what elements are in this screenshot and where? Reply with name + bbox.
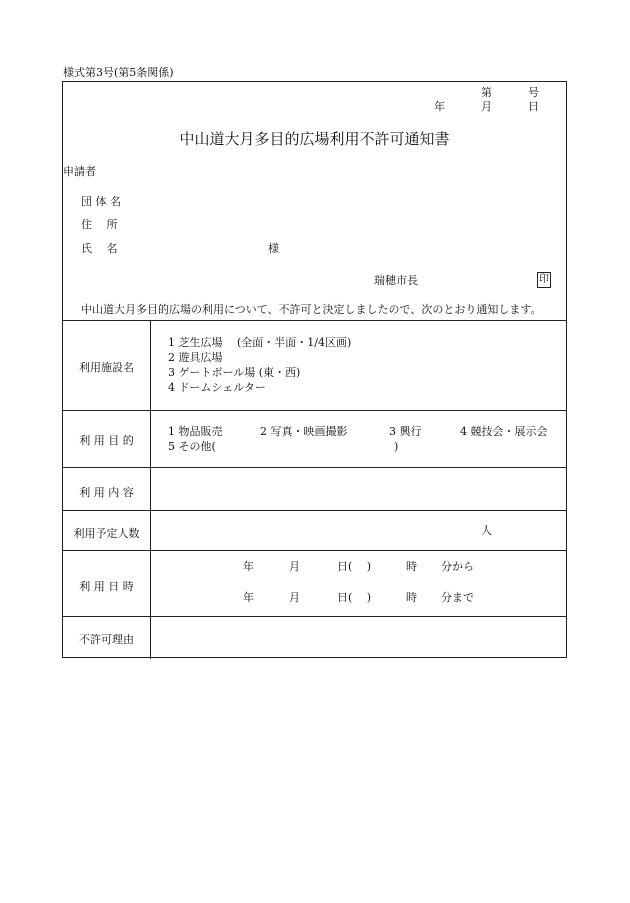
content-label: 利 用 内 容 (79, 486, 134, 499)
seal-mark: 印 (537, 272, 551, 288)
row-divider (63, 510, 566, 511)
notice-text: 中山道大月多目的広場の利用について、不許可と決定しましたので、次のとおり通知します。 (81, 303, 542, 316)
date-day: 日 (528, 100, 539, 113)
purpose-close-paren: ) (394, 440, 399, 453)
group-name-label: 団 体 名 (81, 195, 121, 208)
notice-form (62, 81, 567, 658)
row-divider (63, 410, 566, 411)
name-label: 氏 名 (81, 242, 118, 255)
mayor-label: 瑞穂市長 (374, 274, 418, 287)
address-label: 住 所 (81, 218, 118, 231)
date-month: 月 (481, 100, 492, 113)
people-unit: 人 (481, 524, 492, 537)
reason-label: 不許可理由 (79, 633, 134, 646)
form-number: 様式第3号(第5条関係) (63, 66, 174, 79)
facility-option: 1 芝生広場 (全面・半面・1/4区画) (168, 336, 352, 349)
label-column-divider (150, 320, 151, 659)
start-year: 年 (243, 560, 254, 573)
facility-option: 4 ドームシェルター (168, 381, 266, 394)
row-divider (63, 550, 566, 551)
facility-option: 2 遊具広場 (168, 351, 223, 364)
purpose-option: 1 物品販売 (168, 425, 223, 438)
datetime-label: 利 用 日 時 (79, 580, 134, 593)
people-label: 利用予定人数 (73, 527, 140, 540)
end-year: 年 (243, 591, 254, 604)
start-hour: 時 (406, 560, 417, 573)
start-month: 月 (289, 560, 300, 573)
row-divider (63, 467, 566, 468)
purpose-option: 2 写真・映画撮影 (260, 425, 348, 438)
facility-label: 利用施設名 (79, 361, 134, 374)
end-month: 月 (289, 591, 300, 604)
end-minute: 分まで (441, 591, 474, 604)
end-day: 日( ) (337, 591, 372, 604)
start-minute: 分から (441, 560, 474, 573)
number-go: 号 (528, 86, 539, 99)
number-dai: 第 (481, 86, 492, 99)
purpose-label: 利 用 目 的 (79, 434, 134, 447)
purpose-option: 4 競技会・展示会 (460, 425, 548, 438)
purpose-option: 3 興行 (389, 425, 422, 438)
applicant-heading: 申請者 (63, 165, 96, 178)
purpose-option: 5 その他( (168, 440, 216, 453)
facility-option: 3 ゲートボール場 (東・西) (168, 366, 301, 379)
date-year: 年 (434, 100, 445, 113)
row-divider (63, 616, 566, 617)
honorific-sama: 様 (268, 242, 279, 255)
start-day: 日( ) (337, 560, 372, 573)
end-hour: 時 (406, 591, 417, 604)
table-top-rule (63, 320, 566, 321)
document-title: 中山道大月多目的広場利用不許可通知書 (179, 130, 450, 148)
